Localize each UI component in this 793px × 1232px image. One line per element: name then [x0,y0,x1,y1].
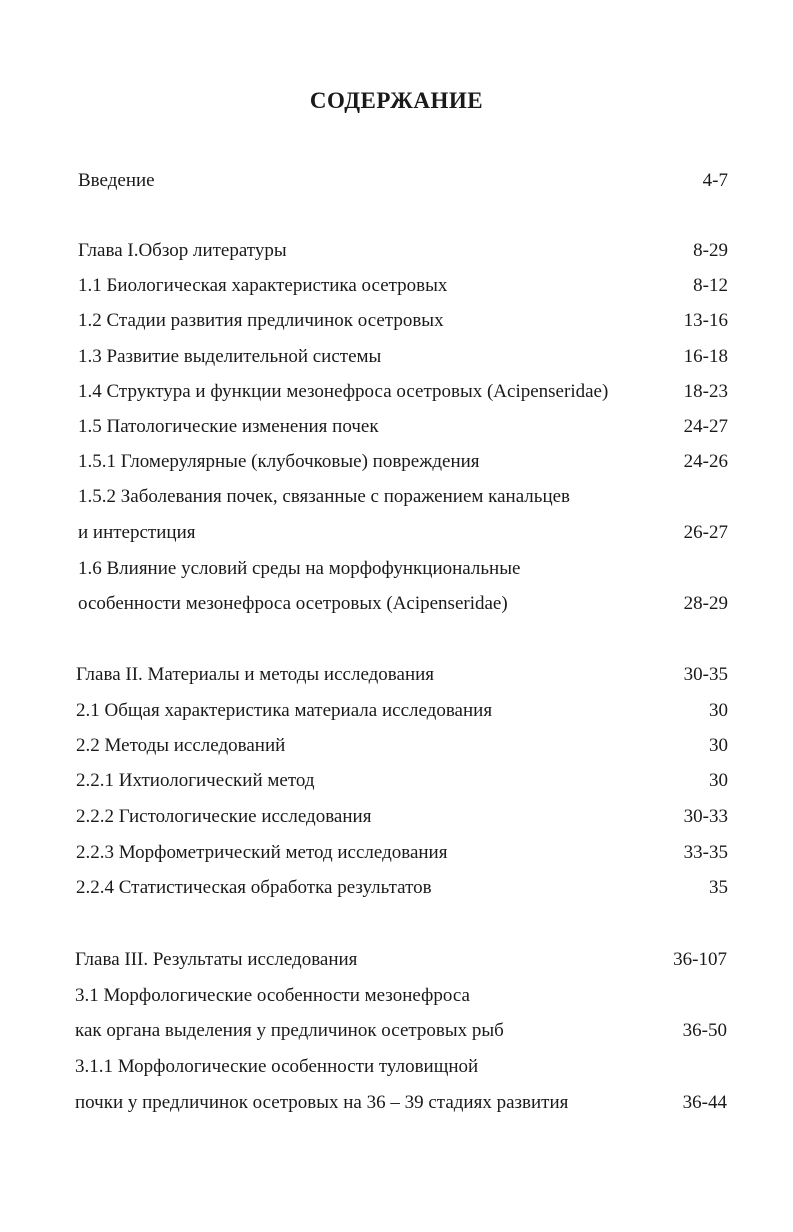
toc-entry [0,1090,793,1116]
toc-entry [0,698,793,724]
toc-entry-label: 2.1 Общая характеристика материала исследования [76,700,493,721]
toc-entry-pages: 30 [709,735,728,756]
toc-entry-pages: 4-7 [702,170,728,191]
toc-entry [0,238,793,264]
toc-entry [0,875,793,901]
toc-entry-pages: 24-27 [683,416,728,437]
toc-entry-label: 3.1 Морфологические особенности мезонефроса [75,985,470,1006]
toc-entry [0,273,793,299]
toc-entry [0,733,793,759]
page-title: СОДЕРЖАНИЕ [309,88,484,113]
toc-entry [0,983,793,1009]
toc-entry-label: 1.3 Развитие выделительной системы [78,346,382,367]
toc-entry-label: Глава II. Материалы и методы исследования [76,664,435,685]
toc-entry [0,947,793,973]
toc-entry-pages: 36-50 [682,1020,727,1041]
toc-entry [0,344,793,370]
toc-entry [0,662,793,688]
toc-entry-pages: 26-27 [683,522,728,543]
toc-entry-pages: 30-35 [683,664,728,685]
toc-entry [0,484,793,510]
toc-entry-pages: 24-26 [683,451,728,472]
toc-entry-label: 1.6 Влияние условий среды на морфофункциональные [78,558,521,579]
toc-entry-label: 1.2 Стадии развития предличинок осетровых [78,310,444,331]
toc-entry-label: 2.2.4 Статистическая обработка результатов [76,877,432,898]
toc-entry-label: 1.5.1 Гломерулярные (клубочковые) повреждения [78,451,480,472]
toc-entry-label: 2.2 Методы исследований [76,735,286,756]
toc-entry-label: 2.2.3 Морфометрический метод исследования [76,842,448,863]
toc-entry-pages: 30 [709,700,728,721]
toc-entry [0,840,793,866]
toc-entry [0,591,793,617]
toc-entry-label: и интерстиция [78,522,196,543]
toc-entry-label: Введение [78,170,155,191]
toc-entry-label: 1.5.2 Заболевания почек, связанные с поражением канальцев [78,486,571,507]
toc-entry [0,1054,793,1080]
toc-entry-label: почки у предличинок осетровых на 36 – 39 стадиях развития [75,1092,569,1113]
toc-entry [0,379,793,405]
toc-entry-pages: 28-29 [683,593,728,614]
toc-entry-label: особенности мезонефроса осетровых (Acipenseridae) [78,593,508,614]
toc-entry-pages: 18-23 [683,381,728,402]
toc-entry [0,1018,793,1044]
toc-entry-label: 1.5 Патологические изменения почек [78,416,379,437]
toc-entry-label: Глава I.Обзор литературы [78,240,287,261]
toc-entry [0,768,793,794]
toc-entry-pages: 30 [709,770,728,791]
toc-entry-pages: 16-18 [683,346,728,367]
toc-entry [0,168,793,194]
toc-entry-pages: 30-33 [683,806,728,827]
toc-entry-pages: 8-12 [693,275,728,296]
toc-entry-pages: 36-107 [673,949,727,970]
toc-entry-label: 2.2.1 Ихтиологический метод [76,770,315,791]
toc-entry-pages: 36-44 [682,1092,727,1113]
toc-entry-label: Глава III. Результаты исследования [75,949,358,970]
toc-entry-pages: 33-35 [683,842,728,863]
toc-entry-pages: 8-29 [693,240,728,261]
toc-entry-label: 2.2.2 Гистологические исследования [76,806,372,827]
toc-entry-label: как органа выделения у предличинок осетровых рыб [75,1020,504,1041]
toc-entry-label: 1.4 Структура и функции мезонефроса осетровых (Acipenseridae) [78,381,609,402]
toc-entry-pages: 13-16 [683,310,728,331]
toc-entry-label: 3.1.1 Морфологические особенности туловищной [75,1056,479,1077]
toc-entry [0,804,793,830]
toc-entry [0,520,793,546]
toc-entry [0,449,793,475]
toc-entry [0,556,793,582]
toc-entry [0,414,793,440]
toc-entry [0,308,793,334]
toc-entry-label: 1.1 Биологическая характеристика осетровых [78,275,448,296]
toc-entry-pages: 35 [709,877,728,898]
